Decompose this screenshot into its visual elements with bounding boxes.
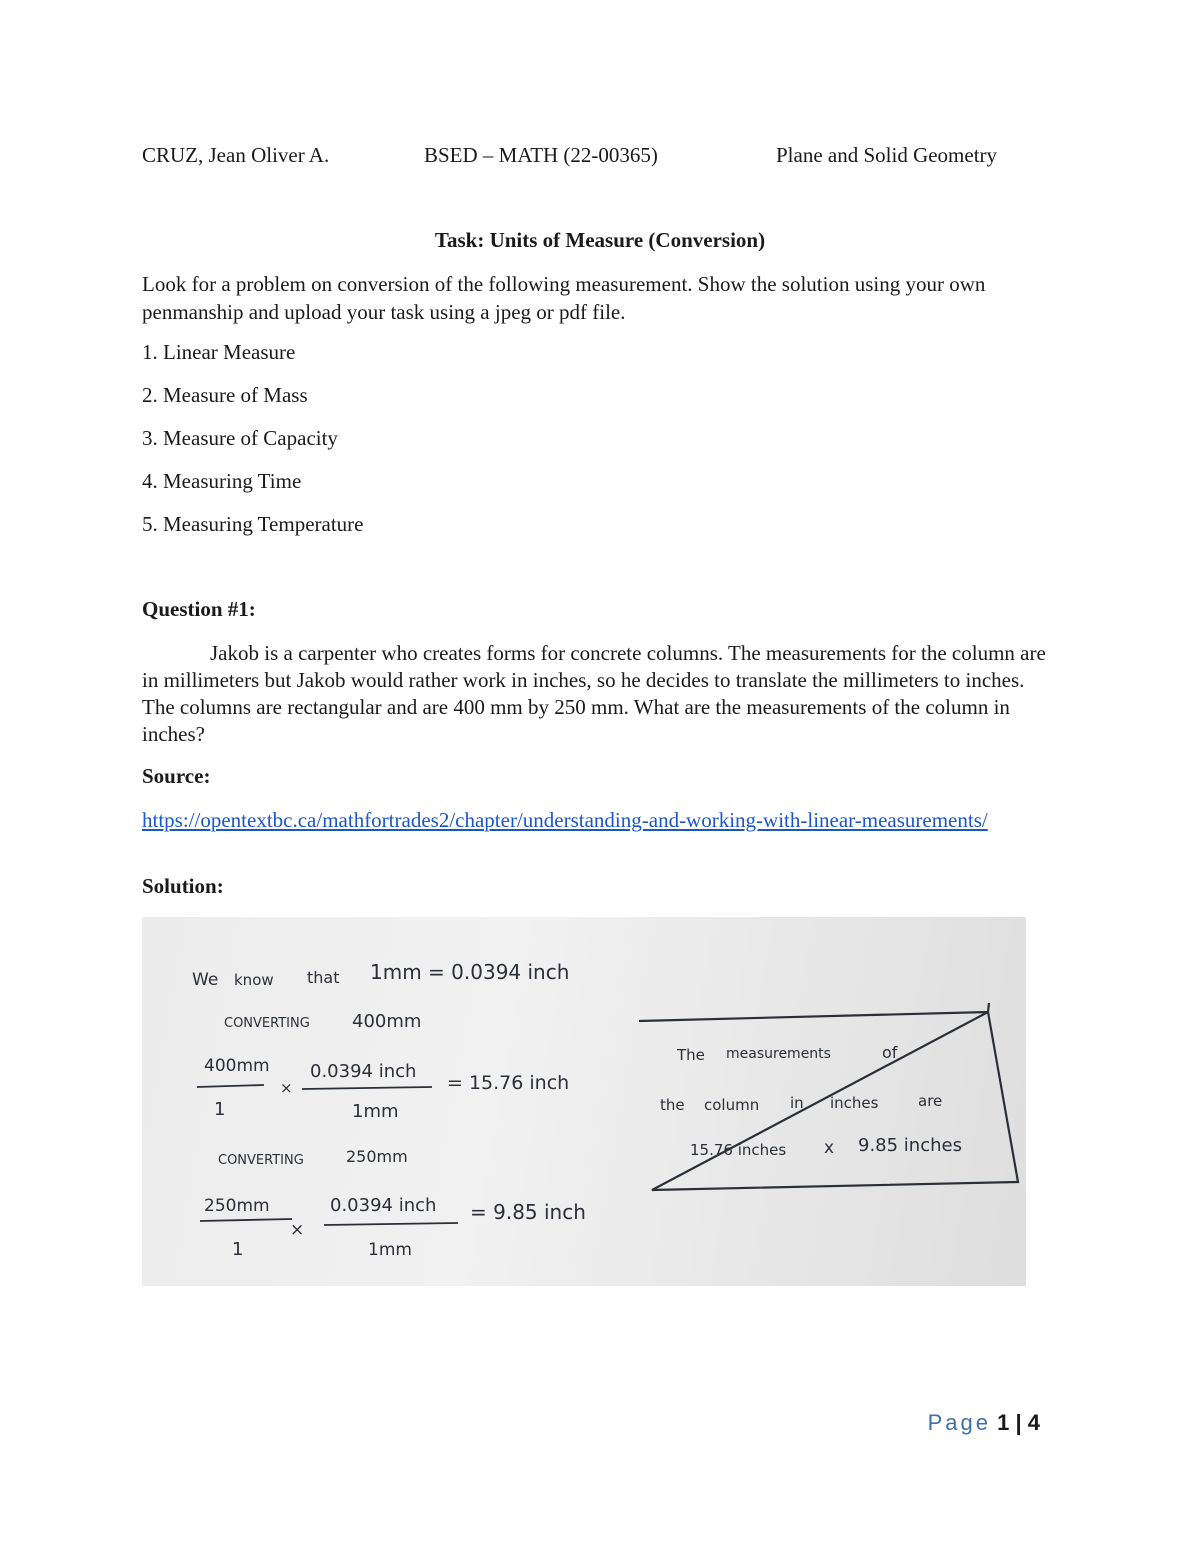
list-item: 5. Measuring Temperature bbox=[142, 512, 364, 536]
hw-text: 1mm = 0.0394 inch bbox=[370, 960, 570, 984]
hw-text: × bbox=[290, 1220, 305, 1240]
solution-label: Solution: bbox=[142, 874, 224, 898]
hw-text: know bbox=[234, 971, 274, 989]
hw-text: 400mm bbox=[352, 1011, 422, 1032]
document-header bbox=[142, 143, 1042, 173]
fraction-bar bbox=[302, 1087, 432, 1089]
hw-text: x bbox=[824, 1138, 835, 1158]
hw-text: 0.0394 inch bbox=[330, 1195, 437, 1216]
answer-box bbox=[639, 1003, 1018, 1190]
source-label: Source: bbox=[142, 764, 211, 788]
hw-text: CONVERTING bbox=[224, 1016, 310, 1031]
page-separator: | bbox=[1015, 1410, 1022, 1435]
page-word: Page bbox=[927, 1410, 991, 1435]
question-title: Question #1: bbox=[142, 597, 256, 621]
hw-text: 400mm bbox=[204, 1056, 270, 1076]
student-name: CRUZ, Jean Oliver A. bbox=[142, 143, 330, 167]
list-item: 2. Measure of Mass bbox=[142, 383, 308, 407]
hw-text: 250mm bbox=[346, 1147, 408, 1166]
measure-list bbox=[142, 340, 363, 555]
hw-text: in bbox=[790, 1094, 804, 1112]
hw-text: 9.85 inches bbox=[858, 1135, 962, 1156]
hw-text: We bbox=[192, 970, 219, 990]
hw-text: 1 bbox=[232, 1239, 244, 1260]
hw-text: × bbox=[280, 1079, 293, 1097]
fraction-bar bbox=[197, 1085, 264, 1087]
hw-text: the bbox=[660, 1096, 685, 1114]
subject-name: Plane and Solid Geometry bbox=[776, 143, 998, 167]
page-number bbox=[900, 1410, 1040, 1436]
hw-text: measurements bbox=[726, 1046, 831, 1062]
solution-photo bbox=[142, 917, 1026, 1286]
task-title: Task: Units of Measure (Conversion) bbox=[434, 228, 766, 252]
page-total: 4 bbox=[1027, 1410, 1040, 1435]
hw-text: 1 bbox=[214, 1099, 226, 1120]
hw-text: inches bbox=[830, 1094, 879, 1112]
hw-text: 0.0394 inch bbox=[310, 1061, 417, 1082]
list-item: 3. Measure of Capacity bbox=[142, 426, 338, 450]
hw-text: column bbox=[704, 1096, 760, 1114]
course-code: BSED – MATH (22-00365) bbox=[424, 143, 658, 167]
hw-text: The bbox=[677, 1046, 705, 1064]
hw-text: 1mm bbox=[368, 1240, 412, 1260]
fraction-bar bbox=[324, 1223, 458, 1225]
list-item: 1. Linear Measure bbox=[142, 340, 296, 364]
hw-text: = 9.85 inch bbox=[470, 1200, 586, 1224]
fraction-bar bbox=[200, 1219, 292, 1221]
list-item: 4. Measuring Time bbox=[142, 469, 302, 493]
page-current: 1 bbox=[997, 1410, 1010, 1435]
hw-text: 15.76 inches bbox=[690, 1141, 787, 1159]
hw-text: 250mm bbox=[204, 1196, 270, 1216]
question-body: Jakob is a carpenter who creates forms for concrete columns. The measurements for the column are in millimeters but Jakob would rather work in inches, so he decides to translate the millimeters to inches. The columns are rectangular and are 400 mm by 250 mm. What are the measurements of the column in inches? bbox=[142, 641, 1046, 746]
hw-text: 1mm bbox=[352, 1101, 399, 1122]
task-instructions: Look for a problem on conversion of the following measurement. Show the solution using your own penmanship and upload your task using a jpeg or pdf file. bbox=[142, 272, 986, 324]
source-link[interactable]: https://opentextbc.ca/mathfortrades2/chapter/understanding-and-working-with-linear-measurements/ bbox=[142, 808, 988, 832]
hw-text: = 15.76 inch bbox=[447, 1072, 570, 1094]
hw-text: of bbox=[882, 1043, 898, 1062]
handwritten-solution bbox=[142, 917, 1026, 1286]
hw-text: CONVERTING bbox=[218, 1153, 304, 1168]
hw-text: are bbox=[918, 1092, 943, 1110]
hw-text: that bbox=[307, 968, 340, 987]
